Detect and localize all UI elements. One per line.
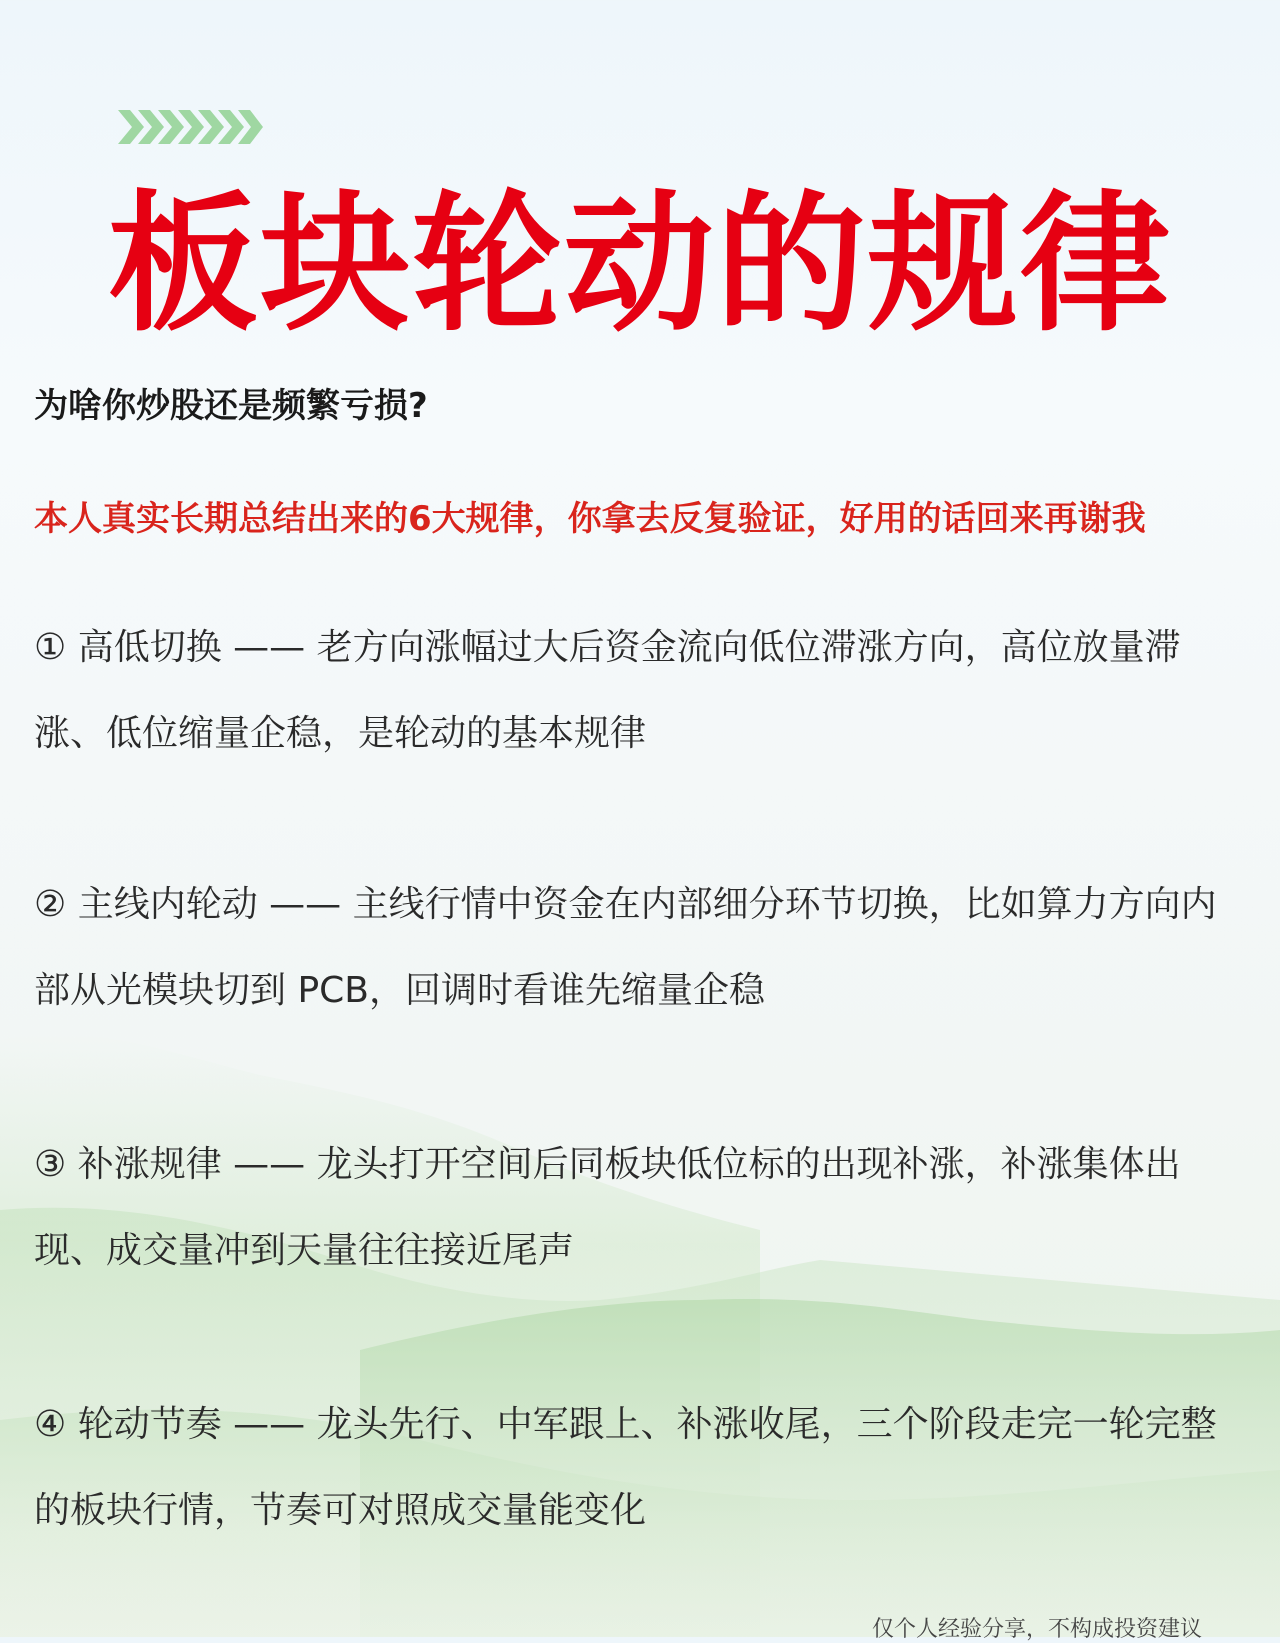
rule-item: ③ 补涨规律 —— 龙头打开空间后同板块低位标的出现补涨，补涨集体出现、成交量冲到天量往往接近尾声 [34, 1144, 1181, 1271]
disclaimer-text: 仅个人经验分享，不构成投资建议 [872, 1617, 1203, 1642]
question-heading: 为啥你炒股还是频繁亏损? [34, 386, 428, 426]
rule-item: ② 主线内轮动 —— 主线行情中资金在内部细分环节切换，比如算力方向内部从光模块切到 PCB，回调时看谁先缩量企稳 [34, 884, 1217, 1011]
rule-item: ④ 轮动节奏 —— 龙头先行、中军跟上、补涨收尾，三个阶段走完一轮完整的板块行情，节奏可对照成交量能变化 [34, 1404, 1217, 1531]
page-title: 板块轮动的规律 [107, 178, 1172, 352]
rule-item: ① 高低切换 —— 老方向涨幅过大后资金流向低位滞涨方向，高位放量滞涨、低位缩量企稳，是轮动的基本规律 [34, 627, 1181, 754]
double-chevron-right-icon [118, 110, 263, 144]
intro-text: 本人真实长期总结出来的6大规律，你拿去反复验证，好用的话回来再谢我 [34, 499, 1146, 539]
